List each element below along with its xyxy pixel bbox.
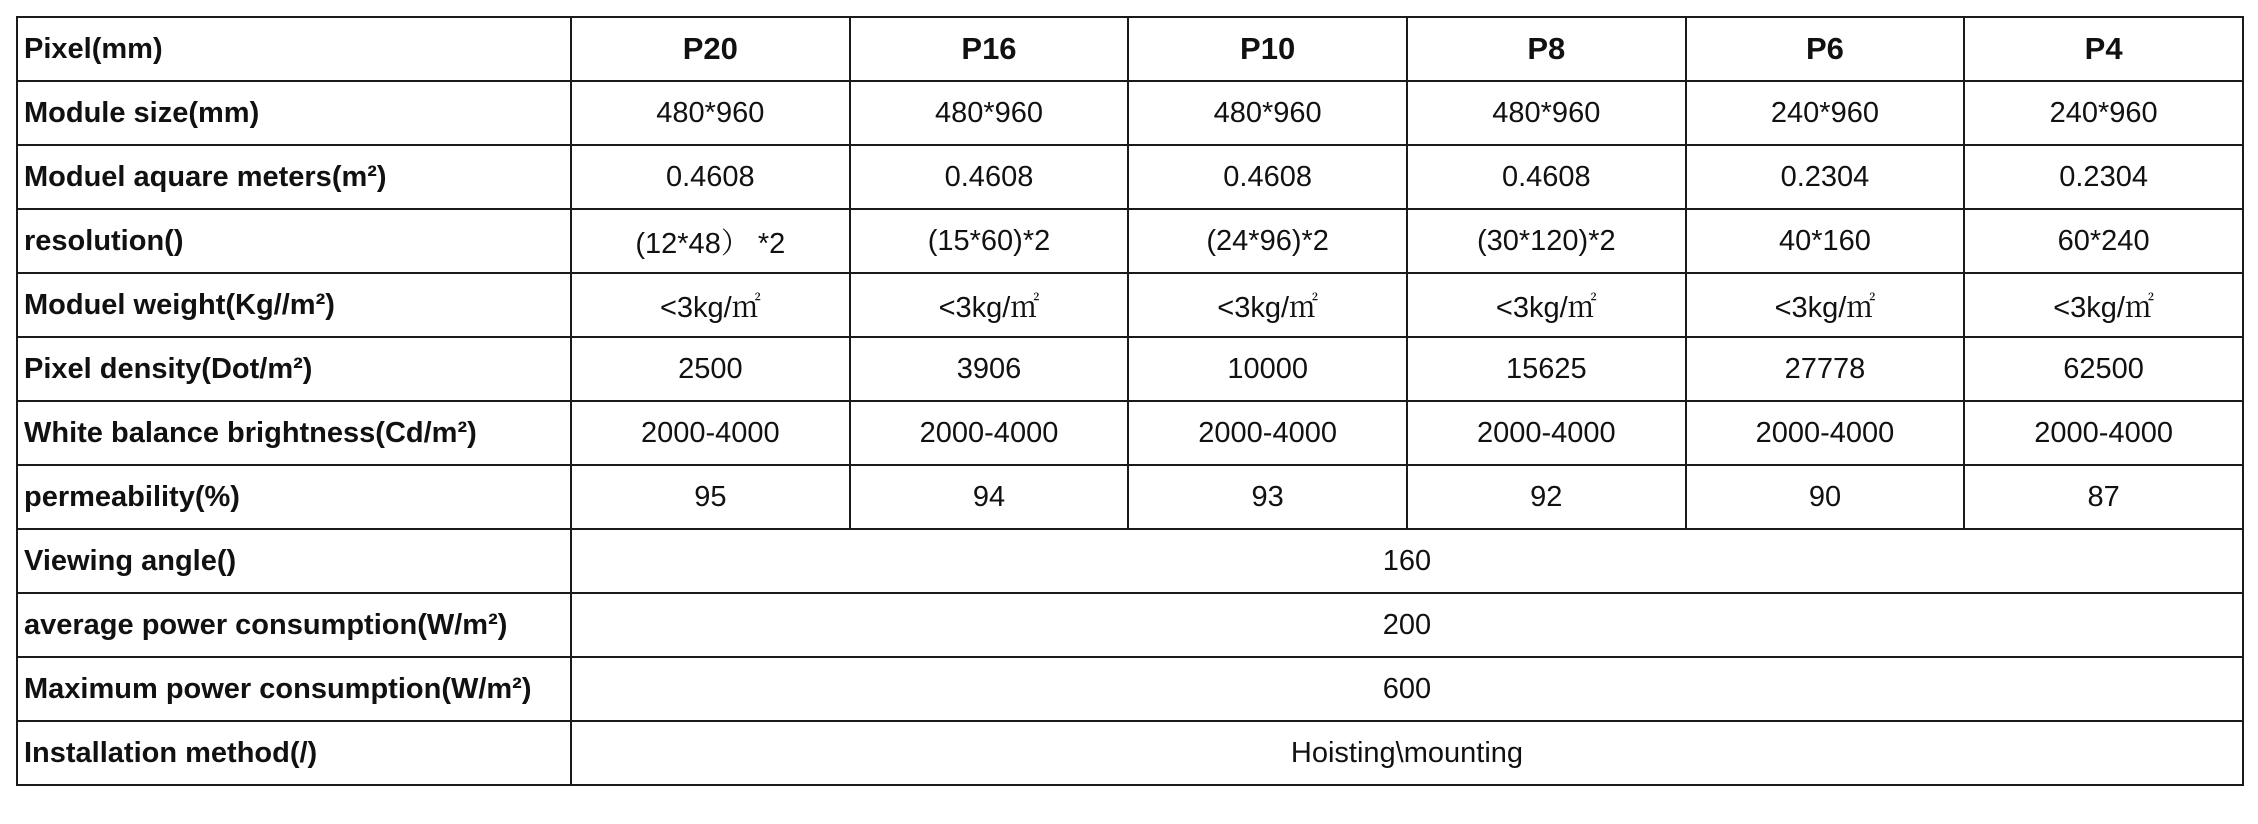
cell-value: 480*960 bbox=[1128, 81, 1407, 145]
cell-value: 95 bbox=[571, 465, 850, 529]
table-row-merged bbox=[17, 593, 2243, 657]
merged-cell-value: 200 bbox=[571, 593, 2243, 657]
header-label: Pixel(mm) bbox=[17, 17, 571, 81]
row-label: White balance brightness(Cd/m²) bbox=[17, 401, 571, 465]
table-row bbox=[17, 401, 2243, 465]
cell-value: 2000-4000 bbox=[1686, 401, 1965, 465]
cell-value: <3kg/㎡ bbox=[571, 273, 850, 337]
table-row bbox=[17, 145, 2243, 209]
cell-value: 62500 bbox=[1964, 337, 2243, 401]
cell-value: 480*960 bbox=[571, 81, 850, 145]
spec-table-body bbox=[17, 17, 2243, 785]
cell-value: <3kg/㎡ bbox=[1964, 273, 2243, 337]
model-header: P20 bbox=[571, 17, 850, 81]
cell-value: (12*48） *2 bbox=[571, 209, 850, 273]
row-label: average power consumption(W/m²) bbox=[17, 593, 571, 657]
cell-value: 240*960 bbox=[1686, 81, 1965, 145]
table-row bbox=[17, 209, 2243, 273]
cell-value: 2000-4000 bbox=[571, 401, 850, 465]
cell-value: 0.2304 bbox=[1686, 145, 1965, 209]
table-row bbox=[17, 337, 2243, 401]
cell-value: 60*240 bbox=[1964, 209, 2243, 273]
row-label: Viewing angle() bbox=[17, 529, 571, 593]
cell-value: <3kg/㎡ bbox=[1686, 273, 1965, 337]
table-row bbox=[17, 465, 2243, 529]
cell-value: 0.4608 bbox=[850, 145, 1129, 209]
row-label: Moduel aquare meters(m²) bbox=[17, 145, 571, 209]
table-row bbox=[17, 81, 2243, 145]
cell-value: 480*960 bbox=[850, 81, 1129, 145]
cell-value: 0.4608 bbox=[1407, 145, 1686, 209]
model-header: P8 bbox=[1407, 17, 1686, 81]
cell-value: 90 bbox=[1686, 465, 1965, 529]
row-label: Pixel density(Dot/m²) bbox=[17, 337, 571, 401]
cell-value: 15625 bbox=[1407, 337, 1686, 401]
cell-value: <3kg/㎡ bbox=[1407, 273, 1686, 337]
cell-value: 2000-4000 bbox=[850, 401, 1129, 465]
spec-table bbox=[16, 16, 2244, 786]
cell-value: 93 bbox=[1128, 465, 1407, 529]
table-row-merged bbox=[17, 721, 2243, 785]
merged-cell-value: 600 bbox=[571, 657, 2243, 721]
cell-value: 94 bbox=[850, 465, 1129, 529]
cell-value: 240*960 bbox=[1964, 81, 2243, 145]
row-label: permeability(%) bbox=[17, 465, 571, 529]
row-label: Moduel weight(Kg//m²) bbox=[17, 273, 571, 337]
cell-value: 87 bbox=[1964, 465, 2243, 529]
cell-value: <3kg/㎡ bbox=[850, 273, 1129, 337]
cell-value: 2000-4000 bbox=[1407, 401, 1686, 465]
model-header: P10 bbox=[1128, 17, 1407, 81]
row-label: Maximum power consumption(W/m²) bbox=[17, 657, 571, 721]
cell-value: 3906 bbox=[850, 337, 1129, 401]
table-row bbox=[17, 273, 2243, 337]
cell-value: 40*160 bbox=[1686, 209, 1965, 273]
cell-value: <3kg/㎡ bbox=[1128, 273, 1407, 337]
cell-value: 2000-4000 bbox=[1128, 401, 1407, 465]
row-label: resolution() bbox=[17, 209, 571, 273]
cell-value: (30*120)*2 bbox=[1407, 209, 1686, 273]
table-row-merged bbox=[17, 657, 2243, 721]
cell-value: 92 bbox=[1407, 465, 1686, 529]
cell-value: 0.2304 bbox=[1964, 145, 2243, 209]
table-row-merged bbox=[17, 529, 2243, 593]
cell-value: 10000 bbox=[1128, 337, 1407, 401]
row-label: Installation method(/) bbox=[17, 721, 571, 785]
merged-cell-value: 160 bbox=[571, 529, 2243, 593]
cell-value: 0.4608 bbox=[571, 145, 850, 209]
cell-value: 2000-4000 bbox=[1964, 401, 2243, 465]
cell-value: 0.4608 bbox=[1128, 145, 1407, 209]
header-row bbox=[17, 17, 2243, 81]
model-header: P4 bbox=[1964, 17, 2243, 81]
model-header: P16 bbox=[850, 17, 1129, 81]
row-label: Module size(mm) bbox=[17, 81, 571, 145]
model-header: P6 bbox=[1686, 17, 1965, 81]
cell-value: (15*60)*2 bbox=[850, 209, 1129, 273]
cell-value: 480*960 bbox=[1407, 81, 1686, 145]
cell-value: (24*96)*2 bbox=[1128, 209, 1407, 273]
cell-value: 2500 bbox=[571, 337, 850, 401]
cell-value: 27778 bbox=[1686, 337, 1965, 401]
merged-cell-value: Hoisting\mounting bbox=[571, 721, 2243, 785]
